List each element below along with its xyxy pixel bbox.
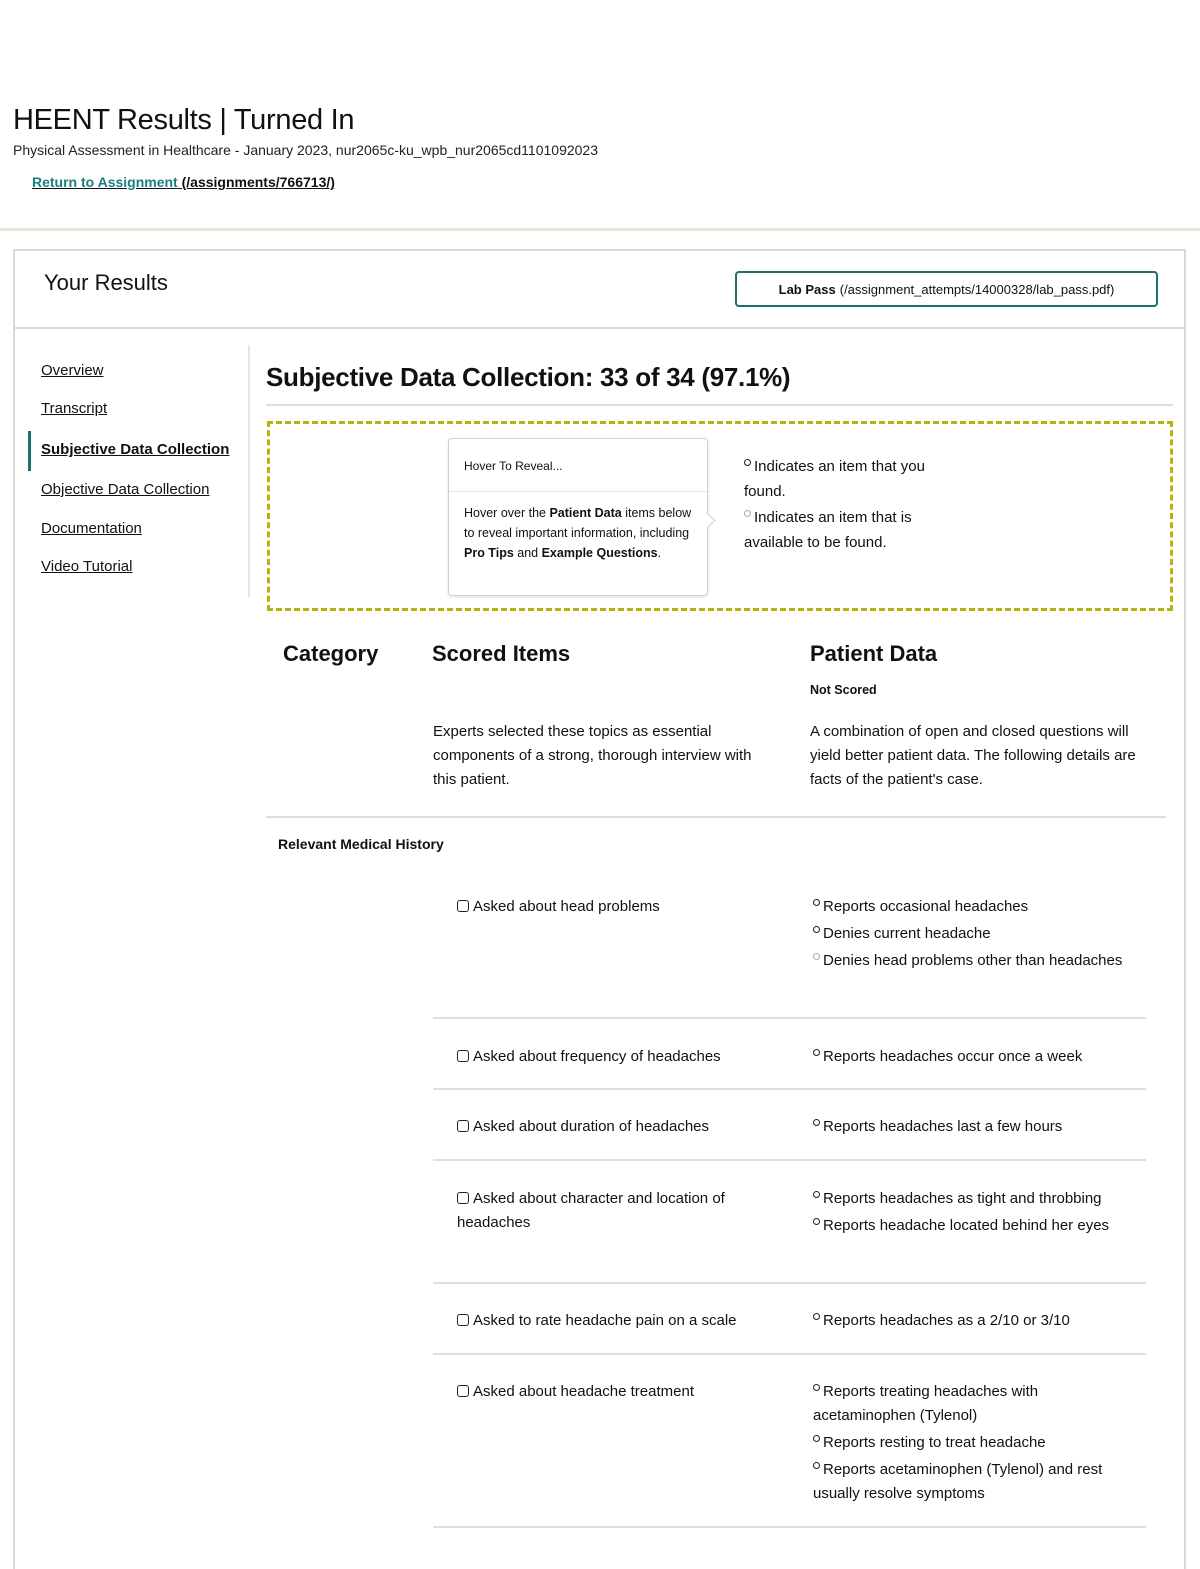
patient-data-item[interactable]: [813, 1380, 1138, 1428]
section-divider: [266, 404, 1173, 406]
page-title: HEENT Results | Turned In: [13, 104, 355, 136]
scored-item: [457, 1115, 777, 1139]
found-dot-icon: [813, 1462, 820, 1469]
available-dot-icon: [813, 953, 820, 960]
card-header: [15, 251, 1184, 329]
patient-data-item[interactable]: [813, 1431, 1138, 1455]
patient-data-text: Reports headaches as tight and throbbing: [823, 1190, 1102, 1207]
found-dot-icon: [813, 1384, 820, 1391]
lab-pass-path: (/assignment_attempts/14000328/lab_pass.pdf): [839, 281, 1115, 297]
patient-data-cell: [813, 895, 1138, 976]
tooltip-text: items below to reveal important information, including: [464, 506, 692, 540]
patient-data-text: Denies current headache: [823, 925, 991, 942]
sidebar-item-documentation[interactable]: Documentation: [41, 520, 142, 537]
tooltip-divider: [449, 491, 707, 492]
legend-available: [744, 506, 929, 555]
patient-data-cell: [813, 1309, 1138, 1336]
row-divider: [433, 1282, 1146, 1284]
tooltip-bold: Pro Tips: [464, 546, 514, 560]
scored-item-label: Asked about character and location of headaches: [457, 1190, 725, 1231]
found-dot-icon: [813, 926, 820, 933]
patient-data-text: Denies head problems other than headaches: [823, 952, 1123, 969]
checkbox-icon: [457, 1050, 469, 1062]
legend-key: [744, 455, 929, 555]
patient-data-item[interactable]: [813, 895, 1138, 919]
return-to-assignment-link[interactable]: [32, 174, 335, 190]
results-sidebar: [28, 345, 250, 597]
patient-data-text: Reports headache located behind her eyes: [823, 1217, 1110, 1234]
page-subtitle: Physical Assessment in Healthcare - January 2023, nur2065c-ku_wpb_nur2065cd1101092023: [13, 142, 599, 158]
patient-data-item[interactable]: [813, 922, 1138, 946]
not-scored-label: Not Scored: [810, 683, 877, 697]
section-title: Subjective Data Collection: 33 of 34 (97.1%): [266, 362, 791, 392]
found-dot-icon: [813, 1218, 820, 1225]
found-dot-icon: [813, 1119, 820, 1126]
tooltip-body: [464, 503, 696, 563]
row-divider: [433, 1088, 1146, 1090]
checkbox-icon: [457, 1192, 469, 1204]
available-dot-icon: [744, 510, 751, 517]
legend-box: [267, 421, 1173, 611]
active-indicator: [28, 431, 31, 471]
legend-found: [744, 455, 929, 504]
checkbox-icon: [457, 1385, 469, 1397]
scored-item-label: Asked about head problems: [473, 898, 660, 915]
column-header-patient-data: Patient Data: [810, 641, 938, 666]
scored-items-description: Experts selected these topics as essential components of a strong, thorough interview with this patient.: [433, 723, 752, 788]
patient-data-item[interactable]: [813, 1214, 1138, 1238]
patient-data-description: A combination of open and closed questions will yield better patient data. The following details are facts of the patient's case.: [810, 723, 1136, 788]
scored-item-label: Asked to rate headache pain on a scale: [473, 1312, 737, 1329]
sidebar-item-transcript[interactable]: Transcript: [41, 400, 108, 417]
patient-data-item[interactable]: [813, 949, 1138, 973]
column-header-category: Category: [283, 641, 379, 666]
patient-data-text: Reports occasional headaches: [823, 898, 1029, 915]
patient-data-item[interactable]: [813, 1045, 1138, 1069]
patient-data-text: Reports resting to treat headache: [823, 1434, 1046, 1451]
patient-data-text: Reports treating headaches with acetaminophen (Tylenol): [813, 1383, 1039, 1424]
table-header-divider: [266, 816, 1166, 818]
patient-data-cell: [813, 1115, 1138, 1142]
scored-item: [457, 1309, 777, 1333]
sidebar-item-video-tutorial[interactable]: Video Tutorial: [41, 558, 133, 575]
row-divider: [433, 1526, 1146, 1528]
found-dot-icon: [744, 459, 751, 466]
found-dot-icon: [813, 1049, 820, 1056]
category-label: Relevant Medical History: [278, 836, 444, 852]
patient-data-cell: [813, 1187, 1138, 1241]
tooltip-bold: Patient Data: [549, 506, 622, 520]
lab-pass-label: Lab Pass: [778, 281, 836, 297]
patient-data-item[interactable]: [813, 1309, 1138, 1333]
patient-data-text: Reports headaches last a few hours: [823, 1118, 1063, 1135]
found-dot-icon: [813, 899, 820, 906]
scored-item-label: Asked about frequency of headaches: [473, 1048, 721, 1065]
patient-data-cell: [813, 1380, 1138, 1509]
card-title: Your Results: [44, 270, 168, 295]
found-dot-icon: [813, 1313, 820, 1320]
tooltip-bold: Example Questions: [541, 546, 658, 560]
patient-data-item[interactable]: [813, 1115, 1138, 1139]
tooltip-title: Hover To Reveal...: [464, 459, 563, 473]
checkbox-icon: [457, 1120, 469, 1132]
tooltip-text: .: [657, 546, 662, 560]
row-divider: [433, 1017, 1146, 1019]
legend-found-text: Indicates an item that you found.: [744, 458, 925, 500]
scored-item-label: Asked about duration of headaches: [473, 1118, 710, 1135]
patient-data-text: Reports acetaminophen (Tylenol) and rest usually resolve symptoms: [813, 1461, 1103, 1502]
sidebar-item-objective-data-collection[interactable]: Objective Data Collection: [41, 481, 210, 498]
checkbox-icon: [457, 1314, 469, 1326]
row-divider: [433, 1353, 1146, 1355]
legend-available-text: Indicates an item that is available to be found.: [744, 509, 912, 551]
return-link-path: (/assignments/766713/): [177, 174, 335, 190]
found-dot-icon: [813, 1435, 820, 1442]
sidebar-item-overview[interactable]: Overview: [41, 362, 104, 379]
row-divider: [433, 1159, 1146, 1161]
found-dot-icon: [813, 1191, 820, 1198]
lab-pass-button[interactable]: [735, 271, 1158, 307]
header-divider: [0, 228, 1200, 231]
scored-item-label: Asked about headache treatment: [473, 1383, 694, 1400]
column-header-scored-items: Scored Items: [432, 641, 571, 666]
tooltip-text: Hover over the: [464, 506, 550, 520]
return-link-label: Return to Assignment: [32, 174, 178, 190]
scored-item: [457, 1187, 777, 1235]
hover-reveal-tooltip: [448, 438, 708, 596]
scored-item: [457, 895, 777, 919]
checkbox-icon: [457, 900, 469, 912]
tooltip-text: and: [513, 546, 542, 560]
sidebar-item-subjective-data-collection[interactable]: Subjective Data Collection: [41, 441, 230, 458]
patient-data-text: Reports headaches occur once a week: [823, 1048, 1083, 1065]
patient-data-text: Reports headaches as a 2/10 or 3/10: [823, 1312, 1070, 1329]
scored-item: [457, 1045, 777, 1069]
patient-data-item[interactable]: [813, 1187, 1138, 1211]
scored-item: [457, 1380, 777, 1404]
patient-data-cell: [813, 1045, 1138, 1072]
patient-data-item[interactable]: [813, 1458, 1138, 1506]
